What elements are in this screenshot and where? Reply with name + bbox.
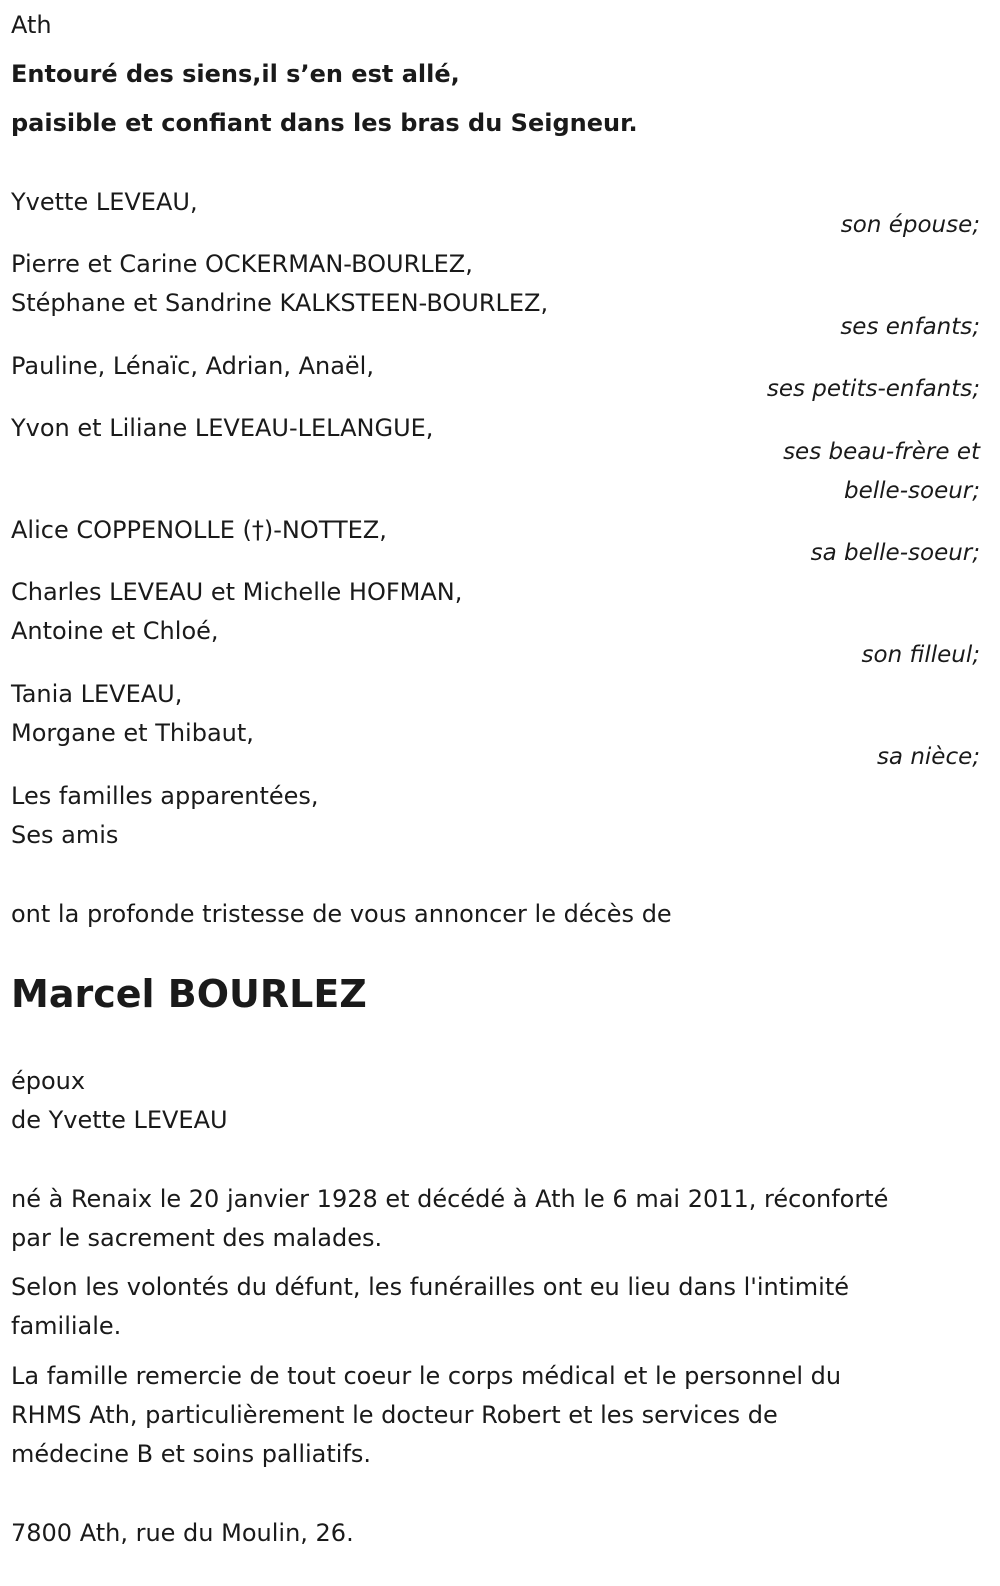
thanks-text: RHMS Ath, particulièrement le docteur Robert et les services de (11, 1401, 778, 1429)
relationship-label: belle-soeur; (844, 478, 980, 504)
thanks-text: La famille remercie de tout coeur le corps médical et le personnel du (11, 1362, 842, 1390)
family-name: Pauline, Lénaïc, Adrian, Anaël, (11, 352, 374, 380)
relationship-label: son filleul; (861, 642, 980, 668)
announcement-intro: ont la profonde tristesse de vous annoncer le décès de (11, 900, 672, 928)
location-heading: Ath (11, 11, 52, 39)
funeral-text: familiale. (11, 1312, 122, 1340)
thanks-text: médecine B et soins palliatifs. (11, 1440, 372, 1468)
family-name: Pierre et Carine OCKERMAN-BOURLEZ, (11, 250, 473, 278)
family-name: Yvon et Liliane LEVEAU-LELANGUE, (11, 414, 434, 442)
relationship-label: ses beau-frère et (783, 439, 980, 465)
family-name: Yvette LEVEAU, (11, 188, 198, 216)
relationship-label: sa belle-soeur; (810, 540, 980, 566)
verse-line-2: paisible et confiant dans les bras du Seigneur. (11, 109, 638, 137)
spouse-line-1: époux (11, 1067, 86, 1095)
relationship-label: ses petits-enfants; (766, 376, 980, 402)
family-name: Ses amis (11, 821, 119, 849)
relationship-label: sa nièce; (876, 744, 980, 770)
birth-death-text: né à Renaix le 20 janvier 1928 et décédé à Ath le 6 mai 2011, réconforté (11, 1185, 889, 1213)
family-name: Stéphane et Sandrine KALKSTEEN-BOURLEZ, (11, 289, 549, 317)
family-name: Les familles apparentées, (11, 782, 319, 810)
deceased-name: Marcel BOURLEZ (11, 972, 367, 1016)
relationship-label: ses enfants; (840, 314, 980, 340)
family-name: Alice COPPENOLLE (†)-NOTTEZ, (11, 516, 387, 544)
family-name: Morgane et Thibaut, (11, 719, 254, 747)
family-name: Charles LEVEAU et Michelle HOFMAN, (11, 578, 463, 606)
birth-death-text: par le sacrement des malades. (11, 1224, 383, 1252)
family-name: Antoine et Chloé, (11, 617, 219, 645)
relationship-label: son épouse; (840, 212, 980, 238)
verse-line-1: Entouré des siens,il s’en est allé, (11, 60, 460, 88)
address-footer: 7800 Ath, rue du Moulin, 26. (11, 1519, 354, 1547)
family-name: Tania LEVEAU, (11, 680, 183, 708)
funeral-text: Selon les volontés du défunt, les funérailles ont eu lieu dans l'intimité (11, 1273, 850, 1301)
spouse-line-2: de Yvette LEVEAU (11, 1106, 228, 1134)
